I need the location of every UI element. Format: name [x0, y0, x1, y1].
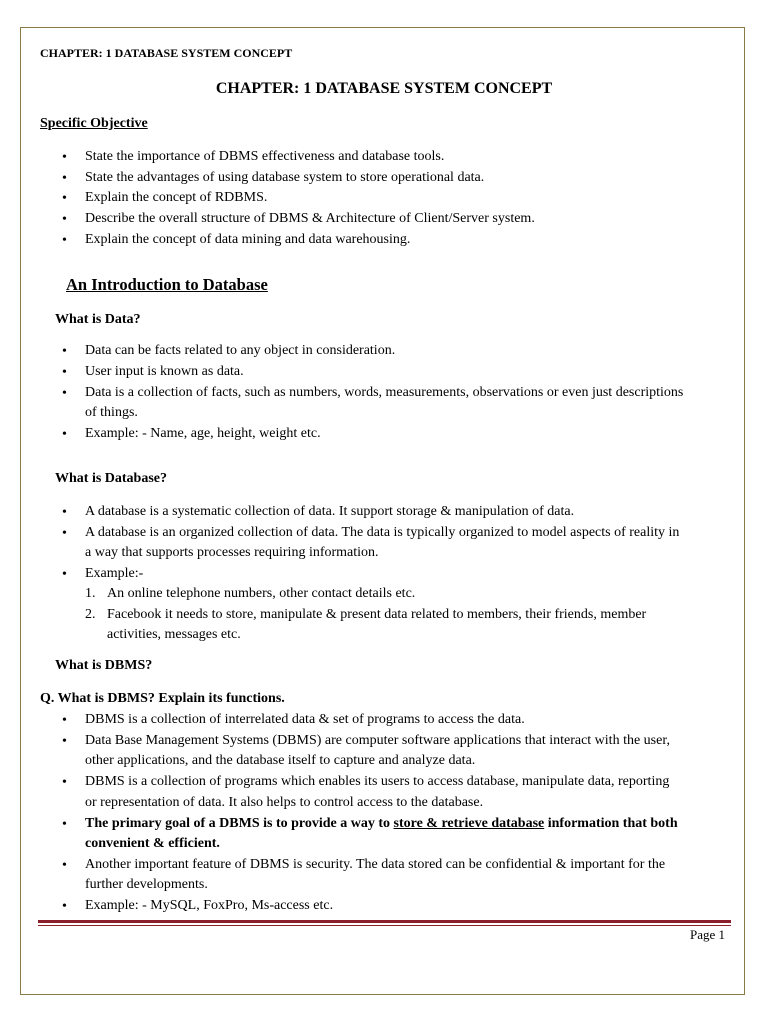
- list-item: Another important feature of DBMS is security. The data stored can be confidential & important for the: [85, 857, 666, 872]
- data-heading: What is Data?: [55, 312, 141, 327]
- bullet-icon: •: [62, 713, 67, 728]
- footer-rule: [38, 920, 731, 923]
- list-number: 1.: [85, 586, 96, 601]
- list-number: 2.: [85, 607, 96, 622]
- list-item: An online telephone numbers, other contact details etc.: [107, 586, 416, 601]
- list-item-continuation: a way that supports processes requiring information.: [85, 545, 379, 560]
- goal-underlined: store & retrieve database: [393, 816, 545, 831]
- bullet-icon: •: [62, 171, 67, 186]
- list-item-continuation: convenient & efficient.: [85, 836, 220, 851]
- bullet-icon: •: [62, 734, 67, 749]
- bullet-icon: •: [62, 567, 67, 582]
- list-item: Data is a collection of facts, such as numbers, words, measurements, observations or even just descriptions: [85, 385, 684, 400]
- list-item: DBMS is a collection of interrelated data & set of programs to access the data.: [85, 712, 525, 727]
- list-item: Describe the overall structure of DBMS & Architecture of Client/Server system.: [85, 211, 535, 226]
- list-item: Example: - Name, age, height, weight etc.: [85, 426, 321, 441]
- list-item: State the importance of DBMS effectiveness and database tools.: [85, 149, 445, 164]
- list-item: State the advantages of using database system to store operational data.: [85, 170, 485, 185]
- page-number: Page 1: [690, 927, 726, 942]
- goal-text: The primary goal of a DBMS is to provide a way to: [85, 816, 394, 831]
- bullet-icon: •: [62, 365, 67, 380]
- bullet-icon: •: [62, 150, 67, 165]
- dbms-heading: What is DBMS?: [55, 658, 153, 673]
- list-item: A database is a systematic collection of data. It support storage & manipulation of data.: [85, 504, 575, 519]
- bullet-icon: •: [62, 858, 67, 873]
- list-item: Facebook it needs to store, manipulate & present data related to members, their friends, member: [107, 607, 647, 622]
- list-item: Example: - MySQL, FoxPro, Ms-access etc.: [85, 898, 334, 913]
- list-item-continuation: of things.: [85, 405, 138, 420]
- list-item-continuation: or representation of data. It also helps to control access to the database.: [85, 795, 484, 810]
- running-header: CHAPTER: 1 DATABASE SYSTEM CONCEPT: [40, 46, 293, 60]
- list-item-continuation: other applications, and the database itself to capture and analyze data.: [85, 753, 476, 768]
- bullet-icon: •: [62, 775, 67, 790]
- list-item-bold: [85, 814, 678, 834]
- goal-text-end: information that both: [544, 816, 678, 831]
- bullet-icon: •: [62, 427, 67, 442]
- footer-rule-thin: [38, 925, 731, 926]
- list-item-continuation: activities, messages etc.: [107, 627, 241, 642]
- list-item: User input is known as data.: [85, 364, 244, 379]
- list-item: Explain the concept of RDBMS.: [85, 190, 268, 205]
- specific-objective-heading: Specific Objective: [40, 116, 148, 131]
- list-item: Explain the concept of data mining and data warehousing.: [85, 232, 411, 247]
- bullet-icon: •: [62, 344, 67, 359]
- bullet-icon: •: [62, 526, 67, 541]
- bullet-icon: •: [62, 212, 67, 227]
- bullet-icon: •: [62, 233, 67, 248]
- database-heading: What is Database?: [55, 471, 168, 486]
- list-item: DBMS is a collection of programs which enables its users to access database, manipulate data, reporting: [85, 774, 670, 789]
- bullet-icon: •: [62, 386, 67, 401]
- dbms-question: Q. What is DBMS? Explain its functions.: [40, 691, 285, 706]
- chapter-title: CHAPTER: 1 DATABASE SYSTEM CONCEPT: [215, 80, 553, 97]
- list-item: Data Base Management Systems (DBMS) are computer software applications that interact with the user,: [85, 733, 670, 748]
- bullet-icon: •: [62, 505, 67, 520]
- list-item-continuation: further developments.: [85, 877, 208, 892]
- bullet-icon: •: [62, 191, 67, 206]
- section-heading: An Introduction to Database: [66, 275, 268, 294]
- list-item: Data can be facts related to any object in consideration.: [85, 343, 396, 358]
- bullet-icon: •: [62, 899, 67, 914]
- list-item: A database is an organized collection of data. The data is typically organized to model aspects of reality in: [85, 525, 680, 540]
- list-item: Example:-: [85, 566, 144, 581]
- bullet-icon: •: [62, 817, 67, 832]
